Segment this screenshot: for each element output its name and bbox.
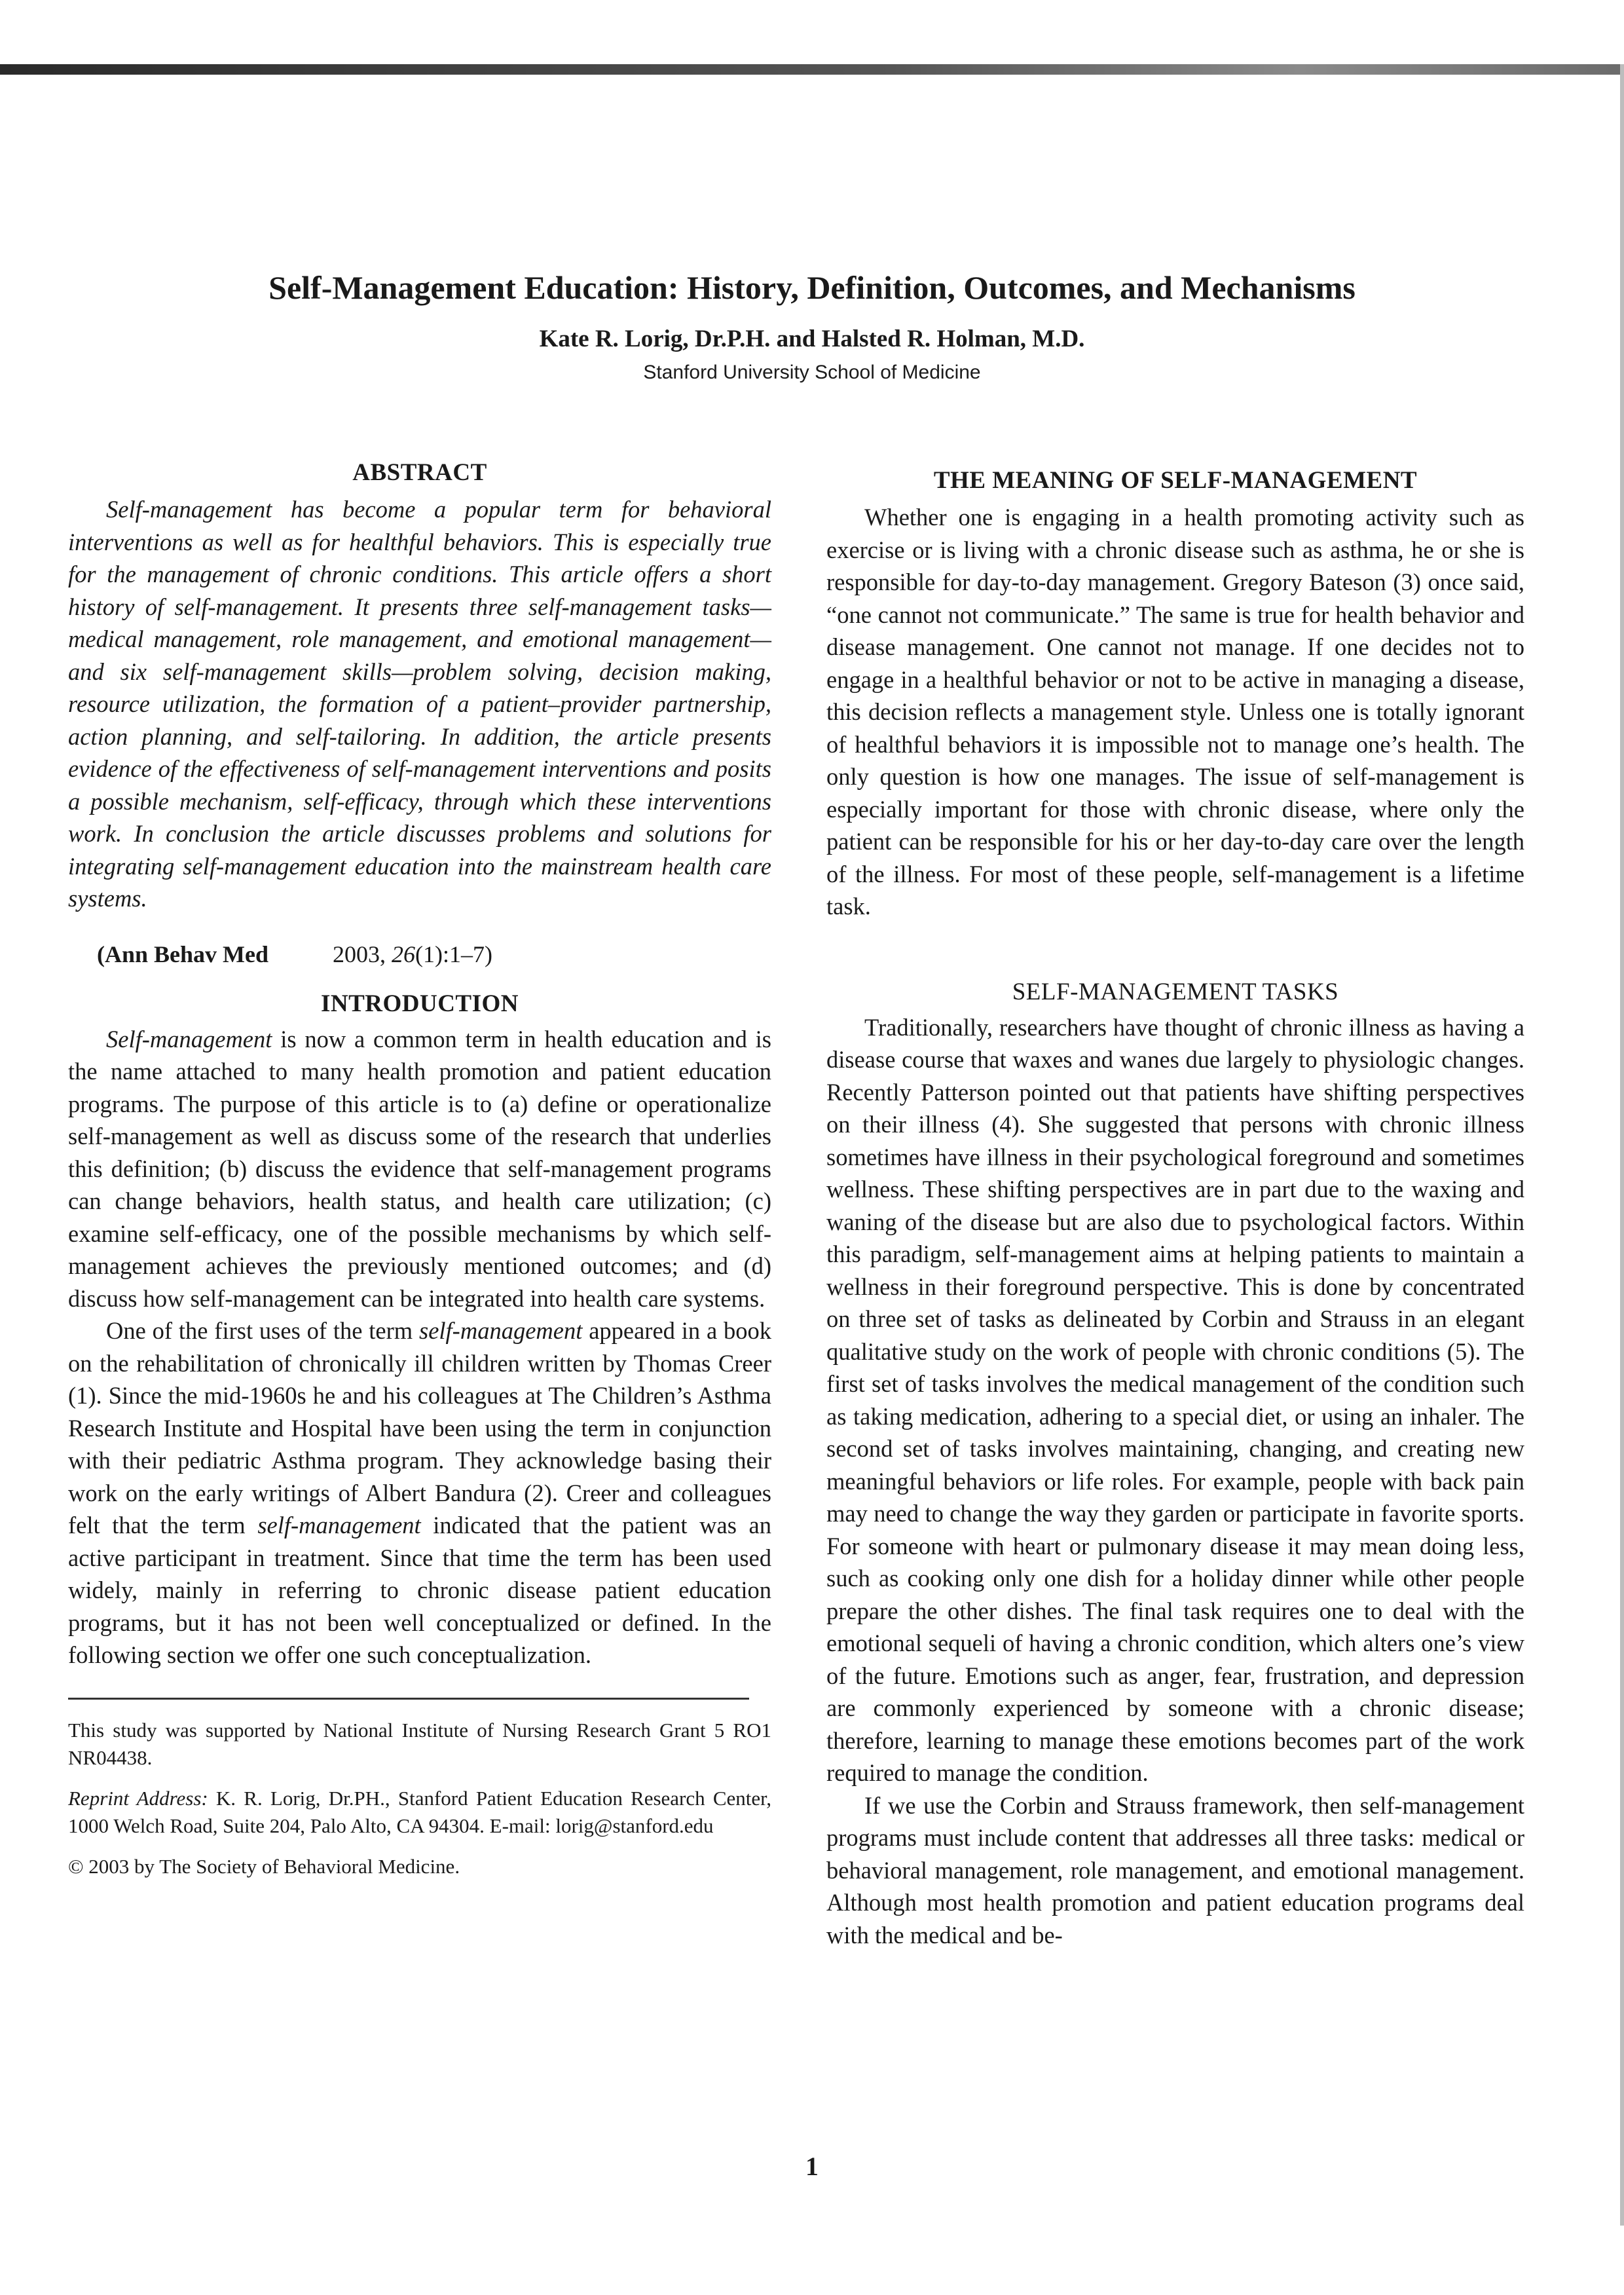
reprint-text: K. R. Lorig, Dr.PH., Stanford Patient Education Research Center, 1000 Welch Road, Suite 204, Palo Alto, CA 94304. E-mail: lorig@stanford.edu (68, 1786, 771, 1837)
right-column (826, 466, 1524, 1951)
intro-p1-text: is now a common term in health education and is the name attached to many health promotion and patient education programs. The purpose of this article is to (a) define or operationalize self-management as well as discuss some of the research that underlies this definition; (b) discuss the evidence that self-management programs can change behaviors, health status, and health care utilization; (c) examine self-efficacy, one of the possible mechanisms by which self-management achieves the previously mentioned outcomes; and (d) discuss how self-management can be integrated into health care systems. (68, 1025, 771, 1312)
introduction-paragraph-2 (68, 1315, 771, 1671)
introduction-heading: INTRODUCTION (320, 990, 519, 1017)
tasks-paragraph-1: Traditionally, researchers have thought of chronic illness as having a disease course that waxes and wanes due largely to physiologic changes. Recently Patterson pointed out that patients have shifting perspectives on their illness (4). She suggested that persons with chronic illness sometimes have illness in their psychological foreground and sometimes wellness. These shifting perspectives are in part due to the waxing and waning of the disease but are also due to psychological factors. Within this paradigm, self-management aims at helping patients to maintain a wellness in their foreground perspective. This is done by concentrated on three set of tasks as delineated by Corbin and Strauss in an elegant qualitative study on the work of people with chronic conditions (5). The first set of tasks involves the medical management of the condition such as taking medication, adhering to a special diet, or using an inhaler. The second set of tasks involves maintaining, changing, and creating new meaningful behaviors or life roles. For example, people with back pain may need to change the way they garden or participate in favorite sports. For someone with heart or pulmonary disease it may mean doing less, such as cooking only one dish for a holiday dinner while other people prepare the other dishes. The final task requires one to deal with the emotional sequeli of having a chronic condition, which alters one’s view of the future. Emotions such as anger, fear, frustration, and depression are commonly experienced by someone with a chronic disease; therefore, learning to manage these emotions becomes part of the work required to manage the condition. (826, 1013, 1524, 1786)
intro-p2-term2: self-management (257, 1512, 421, 1539)
left-column (68, 458, 771, 1880)
tasks-heading: SELF-MANAGEMENT TASKS (1012, 978, 1339, 1005)
footnote-copyright: © 2003 by The Society of Behavioral Medicine. (68, 1854, 460, 1878)
intro-p2-a: One of the first uses of the term (106, 1317, 419, 1344)
abstract-text: Self-management has become a popular term for behavioral interventions as well as for healthful behaviors. This is especially true for the management of chronic conditions. This article offers a short history of self-management. It presents three self-management tasks—medical management, role management, and emotional management—and six self-management skills—problem solving, decision making, resource utilization, the formation of a patient–provider partnership, action planning, and self-tailoring. In addition, the article presents evidence of the effectiveness of self-management interventions and posits a possible mechanism, self-efficacy, through which these interventions work. In conclusion the article discusses problems and solutions for integrating self-management education into the mainstream health care systems. (68, 496, 771, 912)
intro-p2-b: appeared in a book on the rehabilitation of chronically ill children written by Thomas Creer (1). Since the mid-1960s he and his colleagues at The Children’s Asthma Research Institute and Hospital have been using the term in conjunction with their pediatric Asthma program. They acknowledge basing their work on the early writings of Albert Bandura (2). Creer and colleagues felt that the term (68, 1317, 771, 1539)
citation-journal: (Ann Behav Med (97, 941, 269, 967)
tasks-paragraph-2: If we use the Corbin and Strauss framework, then self-management programs must include content that addresses all three tasks: medical or behavioral management, role management, and emotional management. Although most health promotion and patient education programs deal with the medical and be- (826, 1791, 1524, 1949)
footnote-reprint (68, 1785, 771, 1840)
intro-p2-c: indicated that the patient was an active participant in treatment. Since that time the term has been used widely, mainly in referring to chronic disease patient education programs, but it has not been well conceptualized or defined. In the following section we offer one such conceptualization. (68, 1512, 771, 1668)
page-number: 1 (805, 2152, 819, 2181)
footnote-divider (68, 1698, 749, 1700)
abstract-heading: ABSTRACT (352, 459, 487, 486)
intro-p2-term1: self-management (419, 1317, 583, 1344)
citation-volume: 26 (392, 941, 415, 967)
meaning-paragraph: Whether one is engaging in a health promoting activity such as exercise or is living with a chronic disease such as asthma, he or she is responsible for day-to-day management. Gregory Bateson (3) once said, “one cannot not communicate.” The same is true for health behavior and disease management. One cannot not manage. If one decides not to engage in a healthful behavior or not to be active in managing a disease, this decision reflects a management style. Unless one is totally ignorant of healthful behaviors it is impossible not to manage one’s health. The only question is how one manages. The issue of self-management is especially important for those with chronic disease, where only the patient can be responsible for his or her day-to-day care over the length of the illness. For most of these people, self-management is a lifetime task. (826, 504, 1524, 920)
right-scan-edge (1620, 64, 1624, 2226)
meaning-heading: THE MEANING OF SELF-MANAGEMENT (933, 467, 1418, 494)
citation-year: 2003, (333, 941, 386, 967)
paper-title: Self-Management Education: History, Definition, Outcomes, and Mechanisms (268, 269, 1356, 306)
top-scan-rule (0, 64, 1624, 75)
citation-issue-pages: (1):1–7) (415, 941, 492, 967)
intro-term: Self-management (106, 1025, 272, 1053)
paper-authors: Kate R. Lorig, Dr.P.H. and Halsted R. Holman, M.D. (539, 326, 1085, 352)
citation (68, 939, 771, 970)
footnote-support: This study was supported by National Institute of Nursing Research Grant 5 RO1 NR04438. (68, 1718, 771, 1769)
reprint-label: Reprint Address: (68, 1786, 208, 1810)
paper-affiliation: Stanford University School of Medicine (643, 362, 981, 383)
introduction-paragraph-1 (68, 1023, 771, 1315)
